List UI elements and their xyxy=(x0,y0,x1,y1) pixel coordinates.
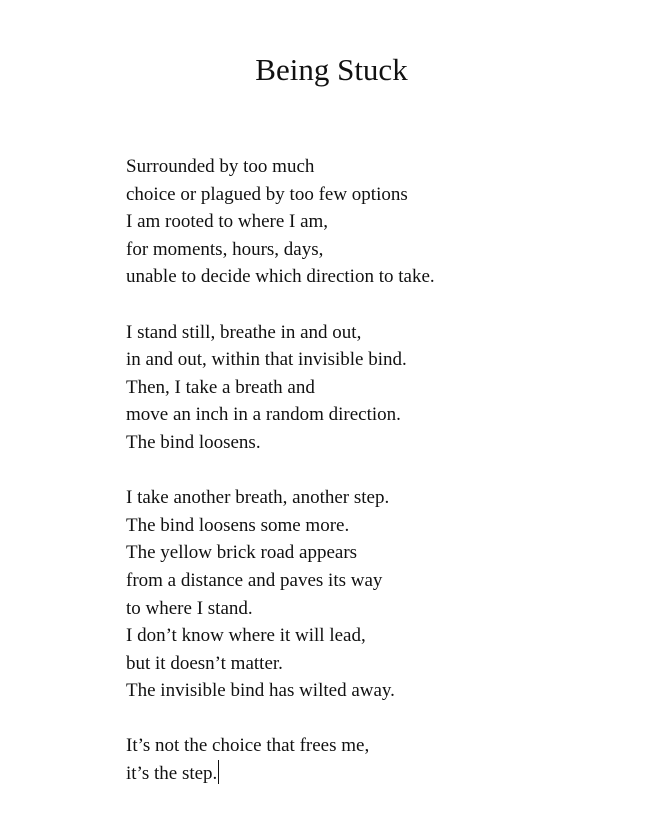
poem-line: to where I stand. xyxy=(126,597,253,619)
poem-line: choice or plagued by too few options xyxy=(126,183,408,205)
poem-line: The bind loosens some more. xyxy=(126,514,350,536)
stanza-3 xyxy=(126,484,646,705)
poem-line: unable to decide which direction to take. xyxy=(126,266,435,288)
stanza-2 xyxy=(126,319,646,457)
poem-line: from a distance and paves its way xyxy=(126,569,383,591)
poem-line: but it doesn’t matter. xyxy=(126,652,283,674)
text-cursor xyxy=(218,760,219,784)
poem-line: in and out, within that invisible bind. xyxy=(126,349,407,371)
poem-body[interactable] xyxy=(126,153,646,815)
poem-line: The yellow brick road appears xyxy=(126,542,358,564)
poem-line: for moments, hours, days, xyxy=(126,238,324,260)
poem-line: The bind loosens. xyxy=(126,431,261,453)
stanza-4 xyxy=(126,732,646,787)
poem-line: move an inch in a random direction. xyxy=(126,404,401,426)
poem-line: Surrounded by too much xyxy=(126,156,315,177)
poem-line: I stand still, breathe in and out, xyxy=(126,321,362,343)
stanza-1 xyxy=(126,153,646,291)
poem-line: The invisible bind has wilted away. xyxy=(126,680,395,702)
poem-title: Being Stuck xyxy=(255,52,408,87)
poem-line-text: it’s the step. xyxy=(126,763,218,785)
poem-line: Then, I take a breath and xyxy=(126,376,315,398)
poem-line: I am rooted to where I am, xyxy=(126,211,329,233)
poem-line: I take another breath, another step. xyxy=(126,487,390,509)
poem-line: I don’t know where it will lead, xyxy=(126,625,366,647)
poem-line-last xyxy=(126,760,646,788)
poem-line: It’s not the choice that frees me, xyxy=(126,735,370,757)
